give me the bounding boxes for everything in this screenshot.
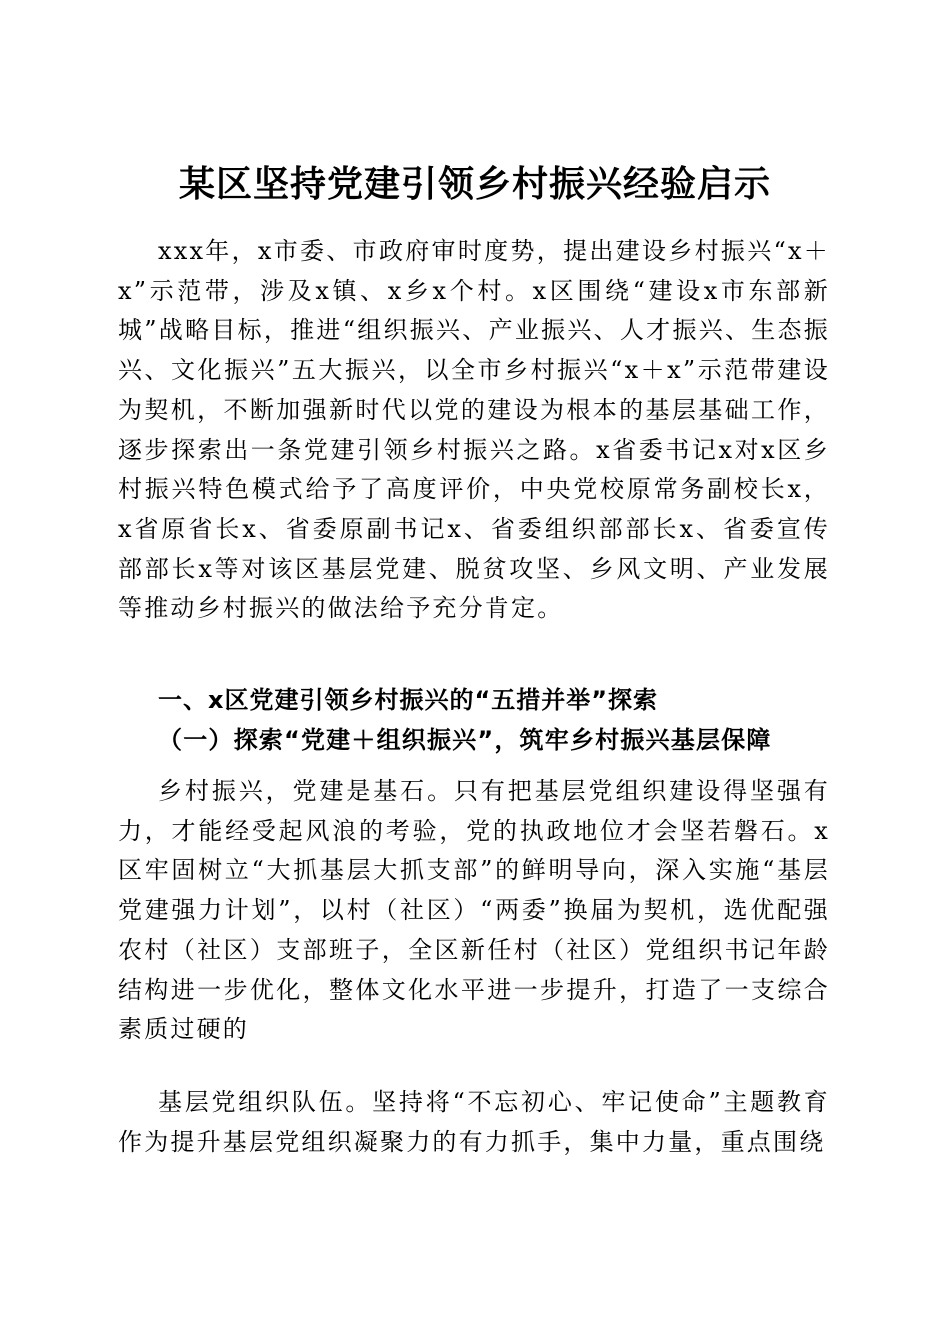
section-heading: 一、x区党建引领乡村振兴的“五措并举”探索 [158,686,659,714]
intro-paragraph: xxx年，x市委、市政府审时度势，提出建设乡村振兴“x＋x”示范带，涉及x镇、x乡x个村。x区围绕“建设x市东部新城”战略目标，推进“组织振兴、产业振兴、人才振兴、生态振兴、文化振兴”五大振兴，以全市乡村振兴“x＋x”示范带建设为契机，不断加强新时代以党的建设为根本的基层基础工作，逐步探索出一条党建引领乡村振兴之路。x省委书记x对x区乡村振兴特色模式给予了高度评价，中央党校原常务副校长x，x省原省长x、省委原副书记x、省委组织部部长x、省委宣传部部长x等对该区基层党建、脱贫攻坚、乡风文明、产业发展等推动乡村振兴的做法给予充分肯定。 [118,237,830,623]
body-paragraph: 基层党组织队伍。坚持将“不忘初心、牢记使命”主题教育作为提升基层党组织凝聚力的有力抓手，集中力量，重点围绕 [118,1088,830,1156]
body-paragraph: 乡村振兴，党建是基石。只有把基层党组织建设得坚强有力，才能经受起风浪的考验，党的执政地位才会坚若磐石。x区牢固树立“大抓基层大抓支部”的鲜明导向，深入实施“基层党建强力计划”，以村（社区）“两委”换届为契机，选优配强农村（社区）支部班子，全区新任村（社区）党组织书记年龄结构进一步优化，整体文化水平进一步提升，打造了一支综合素质过硬的 [118,777,830,1044]
document-title: 某区坚持党建引领乡村振兴经验启示 [178,163,771,206]
subsection-heading: （一）探索“党建＋组织振兴”，筑牢乡村振兴基层保障 [158,726,772,754]
